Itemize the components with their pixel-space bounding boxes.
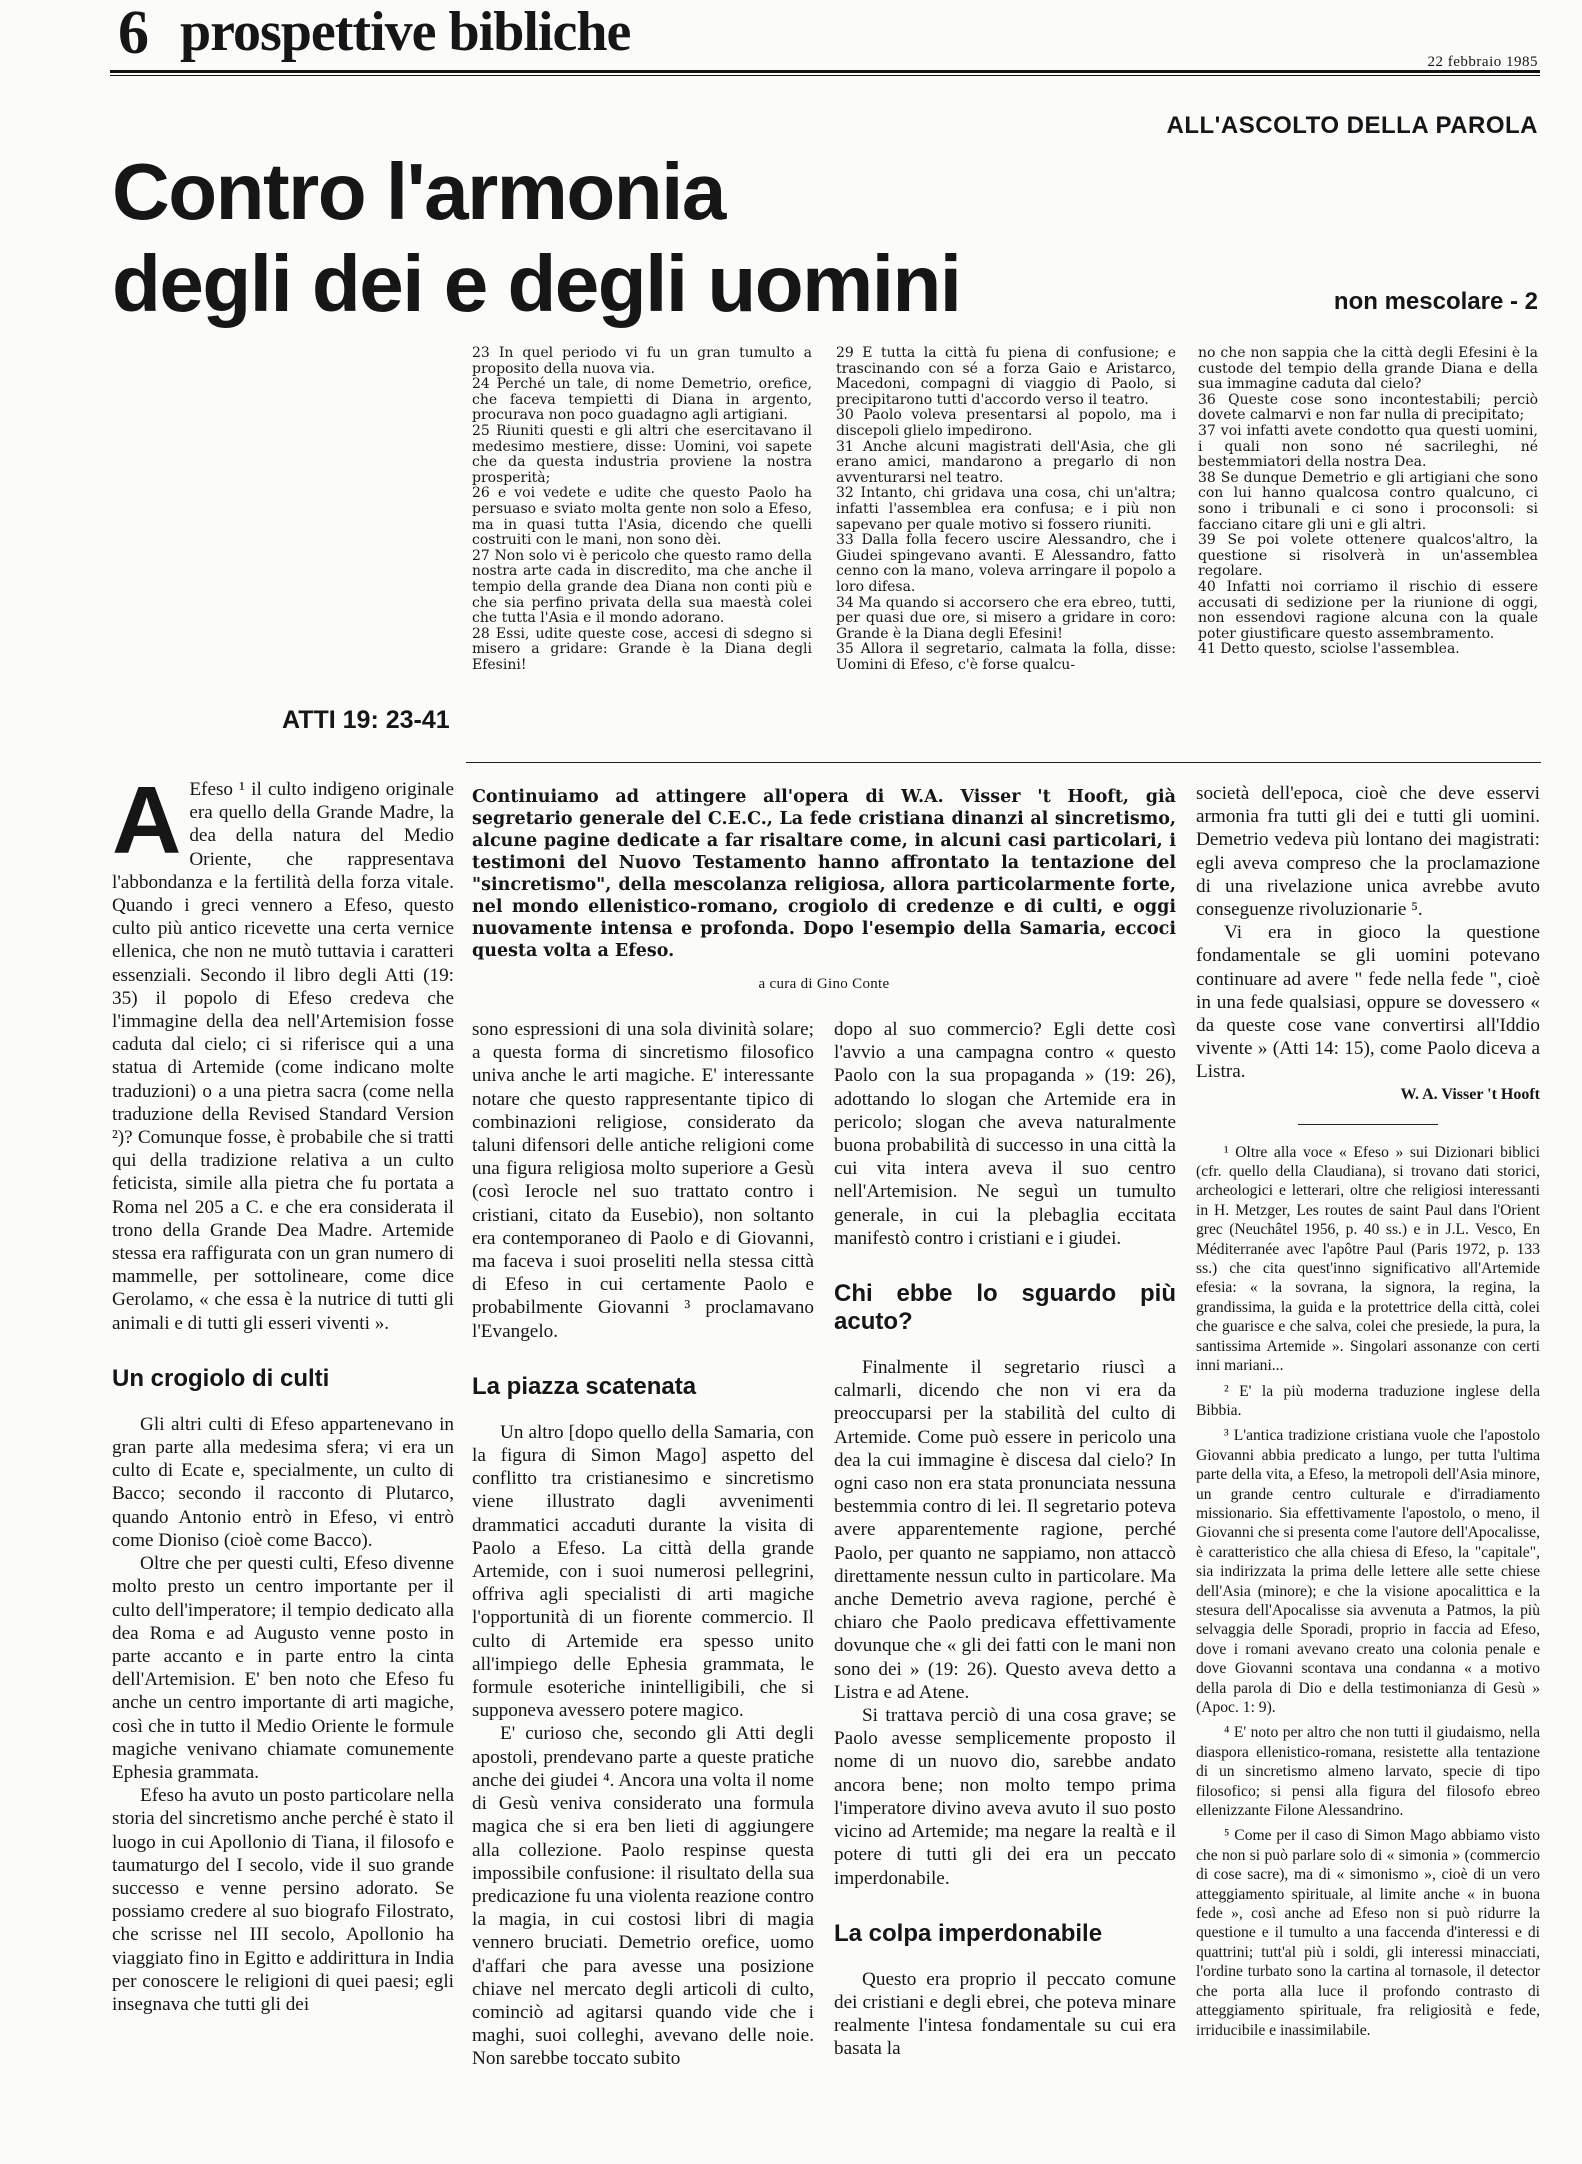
article-paragraph: sono espressioni di una sola divinità solare; a questa forma di sincretismo filosofico univa anche le arti magiche. E' interessante notare che questo rappresentante tipico di combinazioni religiose, considerato da taluni difensori delle antiche religioni come una figura religiosa molto superiore a Gesù (così Ierocle nel suo trattato contro i cristiani, citato da Eusebio), non soltanto era contemporaneo di Paolo e di Giovanni, ma faceva i suoi proseliti nella stessa città di Efeso in cui certamente Paolo e probabilmente Giovanni ³ proclamavano l'Evangelo. (472, 1019, 814, 1342)
footnote: ⁴ E' noto per altro che non tutti il giudaismo, nella diaspora ellenistico-romana, resistette alla tentazione di un sincretismo almeno larvato, specie di tipo filosofico; si pensi alla figura del filosofo ebreo ellenizzante Filone Alessandrino. (1196, 1724, 1540, 1820)
author-signature: W. A. Visser 't Hooft (1400, 1085, 1540, 1103)
footnotes (1196, 1143, 1540, 2040)
series-label: non mescolare - 2 (1333, 288, 1538, 315)
article-paragraph: Efeso ¹ il culto indigeno originale era quello della Grande Madre, la dea della natura del Medio Oriente, che rappresentava l'abbondanza e la fertilità della forza vitale. Quando i greci vennero a Efeso, questo culto più antico ricevette una certa vernice ellenica, che non ne mutò tuttavia i caratteri essenziali. Secondo il libro degli Atti (19: 35) il popolo di Efeso credeva che l'immagine della dea nell'Artemision fosse caduta dal cielo; ci si riferisce qui a una statua di Artemide (come indicano molte traduzioni) o a una pietra sacra (come nella traduzione della Revised Standard Version ²)? Comunque fosse, è probabile che si tratti qui della tradizione relativa a un culto feticista, simile alla pietra che fu portata a Roma nel 205 a C. e che era considerata il trono della Grande Dea Madre. Artemide stessa era raffigurata con un gran numero di mammelle, per sottolineare, come dice Gerolamo, « che essa è la nutrice di tutti gli animali e di tutti gli esseri viventi ». (112, 779, 454, 1334)
issue-date: 22 febbraio 1985 (1427, 54, 1538, 70)
verse: 32 Intanto, chi gridava una cosa, chi un'altra; infatti l'assemblea era confusa; e i più non sapevano per quale motivo si fossero riuniti. (836, 485, 1176, 533)
verse: 39 Se poi volete ottenere qualcos'altro, la questione si risolverà in un'assemblea regolare. (1198, 532, 1538, 580)
article-paragraph: Si trattava perciò di una cosa grave; se Paolo avesse semplicemente proposto il nome di un nuovo dio, sarebbe andato ancora bene; non molto tempo prima l'imperatore divino aveva avuto il suo posto vicino ad Artemide; ma negare la realtà e il potere di tutti gli dei era un peccato imperdonabile. (834, 1705, 1176, 1889)
verse: 27 Non solo vi è pericolo che questo ramo della nostra arte cada in discredito, ma che anche il tempio della grande dea Diana non conti più e che sia perfino privata della sua maestà colei che tutta l'Asia e il mondo adorano. (472, 547, 812, 627)
article-paragraph: Oltre che per questi culti, Efeso divenne molto presto un centro importante per il culto dell'imperatore; il tempio dedicato alla dea Roma e ad Augusto venne posto in parte accanto e in parte entro la cinta dell'Artemision. E' ben noto che Efeso fu anche un centro importante di arti magiche, così che in tutto il Medio Oriente le formule magiche venivano chiamate comunemente Ephesia grammata. (112, 1553, 454, 1783)
verse: 37 voi infatti avete condotto qua questi uomini, i quali non sono né sacrileghi, né bestemmiatori della nostra Dea. (1198, 422, 1538, 471)
intro-text: Continuiamo ad attingere all'opera di W.A. Visser 't Hooft, già segretario generale del C.E.C., La fede cristiana dinanzi al sincretismo, alcune pagine dedicate a far risaltare come, in alcuni casi particolari, i testimoni del Nuovo Testamento hanno affrontato la tentazione del "sincretismo", della mescolanza religiosa, allora particolarmente forte, nel mondo ellenistico-romano, crogiolo di credenze e di culti, e oggi nuovamente intensa e profonda. Dopo l'esempio della Samaria, eccoci questa volta a Efeso. (472, 787, 1176, 961)
article-paragraph: Questo era proprio il peccato comune dei cristiani e degli ebrei, che poteva minare realmente l'intesa fondamentale su cui era basata la (834, 1968, 1176, 2060)
scripture-divider (466, 762, 1541, 763)
verse: 36 Queste cose sono incontestabili; perciò dovete calmarvi e non far nulla di precipitato; (1198, 391, 1538, 424)
headline-line-1: Contro l'armonia (112, 147, 725, 236)
headline-line-2: degli dei e degli uomini (112, 239, 961, 328)
verse: 35 Allora il segretario, calmata la folla, disse: Uomini di Efeso, c'è forse qualcu- (836, 641, 1176, 673)
headline (112, 146, 961, 330)
verse: 33 Dalla folla fecero uscire Alessandro, che i Giudei spingevano avanti. E Alessandro, fatto cenno con la mano, voleva arringare il popolo a loro difesa. (836, 532, 1176, 595)
article-paragraph: Finalmente il segretario riuscì a calmarli, dicendo che non vi era da preoccuparsi per la stabilità del culto di Artemide. Come può essere in pericolo una dea la cui immagine è discesa dal cielo? In ogni caso non era stata pronunciata nessuna bestemmia contro di lei. Il segretario poteva avere apparentemente ragione, perché Paolo, per quanto ne sappiamo, non attaccò direttamente nessun culto in particolare. Ma anche Demetrio aveva ragione, perché è chiaro che Paolo predicava effettivamente dovunque che « gli dei fatti con le mani non sono dei » (19: 26). Questo aveva detto a Listra e ad Atene. (834, 1357, 1176, 1703)
verse: 24 Perché un tale, di nome Demetrio, orefice, che faceva tempietti di Diana in argento, procurava non poco guadagno agli artigiani. (472, 376, 812, 424)
masthead-rule-thin (110, 75, 1540, 76)
verse: 29 E tutta la città fu piena di confusione; e trascinando con sé a forza Gaio e Aristarco, Macedoni, compagni di viaggio di Paolo, si precipitarono tutti d'accordo verso il teatro. (836, 346, 1176, 408)
drop-cap: A (112, 778, 182, 874)
curator-credit: a cura di Gino Conte (758, 976, 890, 992)
scripture-column-2 (836, 346, 1176, 748)
article-column-3 (834, 1018, 1176, 2148)
article-paragraph: E' curioso che, secondo gli Atti degli apostoli, prendevano parte a queste pratiche anche dei giudei ⁴. Ancora una volta il nome di Gesù veniva considerato una formula magica che si era ben lieti di aggiungere alla collezione. Paolo respinse questa impossibile confusione: il risultato della sua predicazione fu una violenta reazione contro la magia, in cui costosi libri di magia vennero bruciati. Demetrio orefice, uomo d'affari che para avesse una posizione chiave nel mercato degli articoli di culto, cominciò ad agitarsi quando vide che i maghi, suoi colleghi, avevano delle noie. Non sarebbe toccato subito (472, 1723, 814, 2070)
article-column-1 (112, 778, 454, 2148)
footnote-divider (1298, 1124, 1438, 1125)
verse: no che non sappia che la città degli Efesini è la custode del tempio della grande Diana e della sua immagine caduta dal cielo? (1198, 346, 1538, 393)
subheading: La piazza scatenata (472, 1372, 697, 1400)
verse: 25 Riuniti questi e gli altri che esercitavano il medesimo mestiere, disse: Uomini, voi sapete che da questa industria proviene la nostra prosperità; (472, 422, 812, 486)
scripture-column-1 (472, 346, 812, 748)
article-paragraph: Gli altri culti di Efeso appartenevano in gran parte alla medesima sfera; vi era un culto di Ecate e, specialmente, un culto di Bacco; secondo il racconto di Plutarco, quando Antonio entrò in Efeso, vi entrò come Dioniso (cioè come Bacco). (112, 1413, 454, 1551)
masthead-rule (110, 70, 1540, 73)
verse: 34 Ma quando si accorsero che era ebreo, tutti, per quasi due ore, si misero a gridare in coro: Grande è la Diana degli Efesini! (836, 594, 1176, 642)
publication-title: prospettive bibliche (180, 1, 631, 63)
verse: 40 Infatti noi corriamo il rischio di essere accusati di sedizione per la riunione di oggi, non essendovi ragione alcuna con la quale poter giustificare questo assembramento. (1198, 578, 1538, 642)
intro-block (472, 786, 1176, 993)
verse: 30 Paolo voleva presentarsi al popolo, ma i discepoli glielo impedirono. (836, 407, 1176, 439)
verse: 41 Detto questo, sciolse l'assemblea. (1198, 641, 1460, 658)
verse: 38 Se dunque Demetrio e gli artigiani che sono con lui hanno qualcosa contro qualcuno, ci sono i tribunali e ci sono i proconsoli: si facciano citare gli uni e gli altri. (1198, 469, 1538, 533)
footnote: ⁵ Come per il caso di Simon Mago abbiamo visto che non si può parlare solo di « simonia » (commercio di cose sacre), ma di « simonismo », cioè di un vero atteggiamento spirituale, al limite anche « in buona fede », così anche ad Efeso non si può ridurre la questione e il tumulto a una faccenda d'interessi e di quattrini; tutt'al più i soldi, gli interessi minacciati, l'ordine turbato sono la cartina al tornasole, il detector che porta alla luce il profondo contrasto di atteggiamento spirituale, fra religiosità e fede, irriducibile e inassimilabile. (1196, 1827, 1540, 2039)
article-paragraph: Vi era in gioco la questione fondamentale se gli uomini potevano continuare ad avere " fede nella fede ", cioè in una fede qualsiasi, oppure se dovessero « da queste cose vane convertirsi all'Iddio vivente » (Atti 14: 15), come Paolo diceva a Listra. (1196, 922, 1540, 1083)
subheading: Chi ebbe lo sguardo più acuto? (834, 1280, 1176, 1336)
article-column-4 (1196, 782, 1540, 2148)
subheading: Un crogiolo di culti (112, 1364, 330, 1392)
page-number: 6 (118, 0, 149, 67)
section-kicker: ALL'ASCOLTO DELLA PAROLA (1166, 112, 1538, 139)
verse: 31 Anche alcuni magistrati dell'Asia, che gli erano amici, mandarono a pregarlo di non avventurarsi nel teatro. (836, 438, 1176, 486)
article-paragraph: Efeso ha avuto un posto particolare nella storia del sincretismo anche perché è stato il luogo in cui Apollonio di Tiana, il filosofo e taumaturgo del I secolo, vide il suo grande successo e venne persino adorato. Se possiamo credere al suo biografo Filostrato, che scrisse nel III secolo, Apollonio ha viaggiato fino in Egitto e addirittura in India per conoscere le religioni di quei paesi; egli insegnava che tutti gli dei (112, 1785, 454, 2015)
footnote: ² E' la più moderna traduzione inglese della Bibbia. (1196, 1382, 1540, 1419)
verse: 23 In quel periodo vi fu un gran tumulto a proposito della nuova via. (472, 346, 812, 377)
article-column-2 (472, 1018, 814, 2148)
scripture-reference: ATTI 19: 23-41 (282, 706, 450, 734)
footnote: ¹ Oltre alla voce « Efeso » sui Dizionari biblici (cfr. quello della Claudiana), si trovano dati storici, archeologici e letterari, oltre che religiosi interessanti in H. Metzger, Les routes de saint Paul dans l'Orient grec (Neuchâtel 1956, p. 40 ss.) e in J.L. Vesco, En Méditerranée avec l'apôtre Paul (Paris 1972, p. 133 ss.) che cita quest'inno significativo all'Artemide efesia: « la sovrana, la signora, la regina, la grandissima, la guida e la protettrice della città, colei che guarisce e che salva, colei che presiede, la pura, la santissima Artemide ». Singolari assonanze con certi inni mariani... (1196, 1143, 1540, 1375)
article-paragraph: dopo al suo commercio? Egli dette così l'avvio a una campagna contro « questo Paolo con la sua propaganda » (19: 26), adottando lo slogan che Artemide era in pericolo; slogan che aveva naturalmente buona probabilità di successo in una città la cui vita intera aveva il suo centro nell'Artemision. Ne seguì un tumulto generale, in cui la plebaglia eccitata manifestò contro i cristiani e i giudei. (834, 1019, 1176, 1249)
article-paragraph: Un altro [dopo quello della Samaria, con la figura di Simon Mago] aspetto del conflitto tra cristianesimo e sincretismo viene illustrato dagli avvenimenti drammatici accaduti durante la visita di Paolo a Efeso. La città della grande Artemide, con i suoi numerosi pellegrini, offriva agli specialisti di arti magiche l'opportunità di un fiorente commercio. Il culto di Artemide era spesso unito all'impiego delle Ephesia grammata, le formule esoteriche inintelligibili, che si supponeva avessero potere magico. (472, 1421, 814, 1722)
subheading: La colpa imperdonabile (834, 1919, 1103, 1947)
verse: 26 e voi vedete e udite che questo Paolo ha persuaso e sviato molta gente non solo a Efeso, ma in quasi tutta l'Asia, dicendo che quelli costruiti con le mani, non sono dèi. (472, 485, 812, 549)
scripture-column-3 (1198, 346, 1538, 748)
footnote: ³ L'antica tradizione cristiana vuole che l'apostolo Giovanni abbia predicato a lungo, per tutta l'ultima parte della vita, a Efeso, la metropoli dell'Asia minore, un grande centro culturale e d'irradiamento missionario. Sia effettivamente l'apostolo, o meno, il Giovanni che si presenta come l'autore dell'Apocalisse, è caratteristico che alla chiesa di Efeso, la "capitale", sia indirizzata la prima delle lettere alle sette chiese dell'Asia (minore); e che la visione apocalittica e la stesura dell'Apocalisse sia avvenuta a Patmos, la più selvaggia delle Sporadi, proprio in faccia ad Efeso, dove i romani avevano creato una colonia penale e dove Giovanni scontava una condanna « a motivo della parola di Dio e della testimonianza di Gesù » (Apoc. 1: 9). (1196, 1427, 1540, 1717)
verse: 28 Essi, udite queste cose, accesi di sdegno si misero a gridare: Grande è la Diana degli Efesini! (472, 625, 812, 673)
article-paragraph: società dell'epoca, cioè che deve esservi armonia fra tutti gli dei e tutti gli uomini. Demetrio vedeva più lontano dei magistrati: egli aveva compreso che la proclamazione di una rivelazione unica avrebbe avuto conseguenze rivoluzionarie ⁵. (1196, 783, 1540, 921)
